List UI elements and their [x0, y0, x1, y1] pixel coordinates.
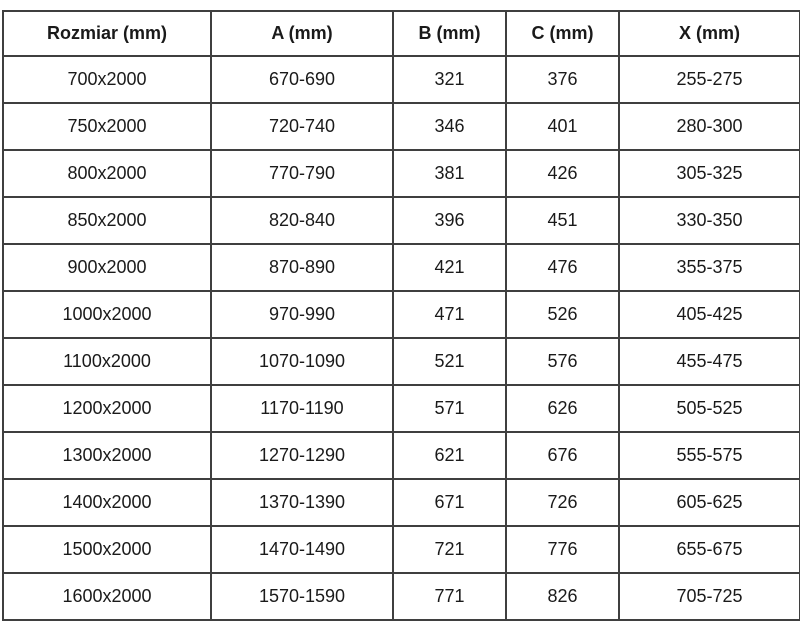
cell-x: 330-350 — [619, 197, 800, 244]
cell-rozmiar: 750x2000 — [3, 103, 211, 150]
cell-rozmiar: 1200x2000 — [3, 385, 211, 432]
table-row — [3, 150, 800, 197]
table-row — [3, 291, 800, 338]
cell-c: 676 — [506, 432, 619, 479]
cell-rozmiar: 1500x2000 — [3, 526, 211, 573]
cell-rozmiar: 1000x2000 — [3, 291, 211, 338]
cell-a: 670-690 — [211, 56, 393, 103]
cell-a: 870-890 — [211, 244, 393, 291]
cell-c: 826 — [506, 573, 619, 620]
cell-x: 605-625 — [619, 479, 800, 526]
cell-c: 401 — [506, 103, 619, 150]
cell-c: 451 — [506, 197, 619, 244]
cell-a: 720-740 — [211, 103, 393, 150]
cell-a: 1570-1590 — [211, 573, 393, 620]
table-row — [3, 526, 800, 573]
cell-b: 471 — [393, 291, 506, 338]
cell-rozmiar: 850x2000 — [3, 197, 211, 244]
cell-x: 280-300 — [619, 103, 800, 150]
cell-x: 705-725 — [619, 573, 800, 620]
cell-b: 421 — [393, 244, 506, 291]
column-header-c: C (mm) — [506, 11, 619, 56]
cell-b: 396 — [393, 197, 506, 244]
cell-b: 346 — [393, 103, 506, 150]
cell-x: 555-575 — [619, 432, 800, 479]
table-row — [3, 103, 800, 150]
table-row — [3, 573, 800, 620]
cell-a: 1070-1090 — [211, 338, 393, 385]
cell-c: 426 — [506, 150, 619, 197]
cell-b: 521 — [393, 338, 506, 385]
cell-c: 526 — [506, 291, 619, 338]
cell-x: 405-425 — [619, 291, 800, 338]
table-row — [3, 338, 800, 385]
cell-rozmiar: 700x2000 — [3, 56, 211, 103]
cell-c: 376 — [506, 56, 619, 103]
table-row — [3, 432, 800, 479]
cell-rozmiar: 1100x2000 — [3, 338, 211, 385]
cell-b: 571 — [393, 385, 506, 432]
column-header-b: B (mm) — [393, 11, 506, 56]
cell-b: 671 — [393, 479, 506, 526]
table-row — [3, 385, 800, 432]
cell-c: 576 — [506, 338, 619, 385]
column-header-a: A (mm) — [211, 11, 393, 56]
table-row — [3, 56, 800, 103]
cell-x: 655-675 — [619, 526, 800, 573]
cell-a: 770-790 — [211, 150, 393, 197]
size-spec-table — [2, 10, 800, 621]
cell-a: 1270-1290 — [211, 432, 393, 479]
table-row — [3, 244, 800, 291]
cell-c: 476 — [506, 244, 619, 291]
cell-rozmiar: 900x2000 — [3, 244, 211, 291]
cell-x: 455-475 — [619, 338, 800, 385]
table-row — [3, 479, 800, 526]
cell-rozmiar: 800x2000 — [3, 150, 211, 197]
cell-a: 1170-1190 — [211, 385, 393, 432]
column-header-rozmiar: Rozmiar (mm) — [3, 11, 211, 56]
cell-a: 1370-1390 — [211, 479, 393, 526]
cell-rozmiar: 1600x2000 — [3, 573, 211, 620]
cell-b: 771 — [393, 573, 506, 620]
table-header-row — [3, 11, 800, 56]
table-body — [3, 56, 800, 620]
cell-c: 626 — [506, 385, 619, 432]
column-header-x: X (mm) — [619, 11, 800, 56]
cell-c: 726 — [506, 479, 619, 526]
cell-b: 321 — [393, 56, 506, 103]
cell-a: 1470-1490 — [211, 526, 393, 573]
cell-a: 970-990 — [211, 291, 393, 338]
cell-rozmiar: 1300x2000 — [3, 432, 211, 479]
cell-b: 381 — [393, 150, 506, 197]
cell-c: 776 — [506, 526, 619, 573]
cell-x: 255-275 — [619, 56, 800, 103]
cell-b: 621 — [393, 432, 506, 479]
cell-rozmiar: 1400x2000 — [3, 479, 211, 526]
cell-x: 505-525 — [619, 385, 800, 432]
cell-b: 721 — [393, 526, 506, 573]
cell-a: 820-840 — [211, 197, 393, 244]
table-row — [3, 197, 800, 244]
cell-x: 355-375 — [619, 244, 800, 291]
cell-x: 305-325 — [619, 150, 800, 197]
